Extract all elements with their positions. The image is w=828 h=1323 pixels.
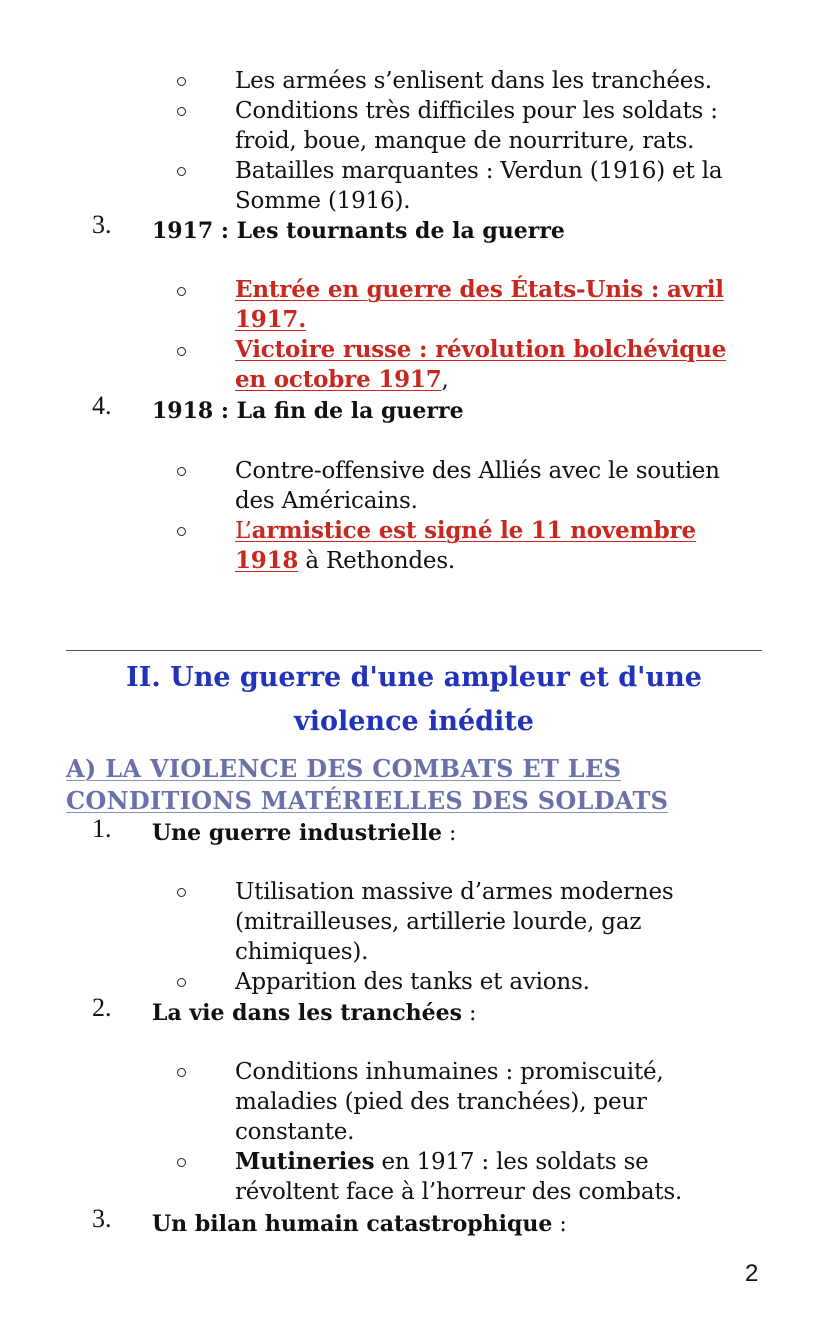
subheading: CONDITIONS MATÉRIELLES DES SOLDATS [66,786,669,815]
highlight-text: Entrée en guerre des États-Unis : avril [235,276,724,303]
bullet-icon [177,167,186,176]
list-heading: 1918 : La fin de la guerre [152,398,464,424]
bullet-text: Utilisation massive d’armes modernes [235,879,674,905]
highlight-text: en octobre 1917 [235,366,442,393]
section-title: violence inédite [294,706,534,737]
bullet-text: (mitrailleuses, artillerie lourde, gaz [235,909,642,935]
bullet-icon [177,527,186,536]
colon: : [552,1212,567,1237]
bullet-text: des Américains. [235,488,418,514]
bold-term: Mutineries [235,1148,375,1175]
list-heading: Une guerre industrielle [152,820,442,846]
bullet-text: froid, boue, manque de nourriture, rats. [235,128,695,154]
bullet-text: en 1917 : les soldats se [374,1149,649,1175]
bullet-icon [177,347,186,356]
list-heading-line [152,998,476,1029]
list-number: 2. [92,993,112,1022]
bullet-icon [177,1158,186,1167]
page-number: 2 [745,1260,759,1287]
highlight-line [235,516,696,546]
bullet-icon [177,888,186,897]
highlight-text: 1918 [235,547,299,574]
section-divider [66,650,762,651]
list-heading-line [152,818,456,849]
bullet-text: Les armées s’enlisent dans les tranchées. [235,68,712,94]
bullet-line [235,1147,649,1177]
colon: : [462,1001,477,1026]
bullet-text: Batailles marquantes : Verdun (1916) et la [235,158,723,184]
bullet-icon [177,77,186,86]
list-heading: Un bilan humain catastrophique [152,1211,553,1237]
colon: : [442,821,457,846]
list-number: 4. [92,391,112,420]
bullet-icon [177,107,186,116]
list-heading: 1917 : Les tournants de la guerre [152,218,565,244]
highlight-text: armistice est signé le 11 novembre [251,517,696,544]
list-heading-line [152,1209,567,1240]
list-number: 3. [92,210,112,239]
bullet-text: Conditions très difficiles pour les soldats : [235,98,718,124]
bullet-icon [177,1068,186,1077]
list-number: 1. [92,814,112,843]
bullet-text: à Rethondes. [298,548,456,574]
bullet-text: révoltent face à l’horreur des combats. [235,1179,683,1205]
highlight-text: 1917. [235,306,307,333]
bullet-text: chimiques). [235,939,369,965]
highlight-line [235,546,455,576]
bullet-text: Contre-offensive des Alliés avec le soutien [235,458,720,484]
section-title: II. Une guerre d'une ampleur et d'une [126,662,702,693]
list-number: 3. [92,1204,112,1233]
bullet-text: maladies (pied des tranchées), peur [235,1089,647,1115]
bullet-text: Apparition des tanks et avions. [235,969,590,995]
apostrophe: L’ [235,518,252,544]
bullet-text: Somme (1916). [235,188,411,214]
list-heading: La vie dans les tranchées [152,1000,463,1026]
bullet-icon [177,978,186,987]
highlight-line [235,365,449,395]
bullet-icon [177,287,186,296]
highlight-text: Victoire russe : révolution bolchévique [235,336,727,363]
bullet-icon [177,467,186,476]
subheading: A) LA VIOLENCE DES COMBATS ET LES [66,754,622,783]
bullet-text: Conditions inhumaines : promiscuité, [235,1059,664,1085]
comma: , [441,367,449,393]
bullet-text: constante. [235,1119,355,1145]
